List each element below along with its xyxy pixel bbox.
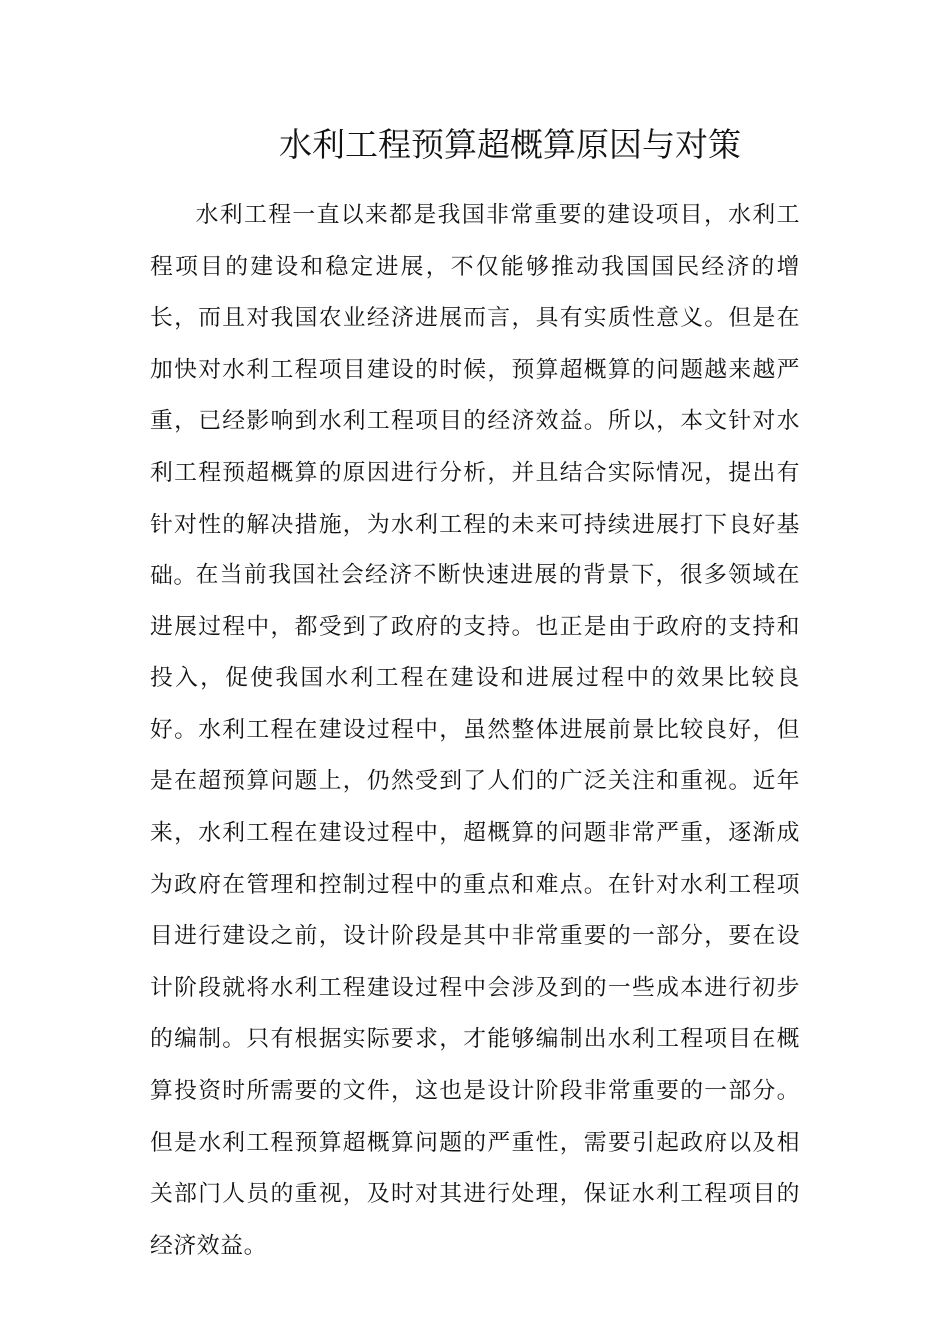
paragraph-1: 水利工程一直以来都是我国非常重要的建设项目，水利工程项目的建设和稳定进展，不仅能够推动我国国民经济的增长，而且对我国农业经济进展而言，具有实质性意义。但是在加快对水利工程项目建设的时候，预算超概算的问题越来越严重，已经影响到水利工程项目的经济效益。所以，本文针对水利工程预超概算的原因进行分析，并且结合实际情况，提出有针对性的解决措施，为水利工程的未来可持续进展打下良好基础。 bbox=[150, 202, 800, 590]
paragraph-2: 在当前我国社会经济不断快速进展的背景下，很多领域在进展过程中，都受到了政府的支持。也正是由于政府的支持和投入，促使我国水利工程在建设和进展过程中的效果比较良好。水利工程在建设过程中，虽然整体进展前景比较良好，但是在超预算问题上，仍然受到了人们的广泛关注和重视。近年来，水利工程在建设过程中，超概算的问题非常严重，逐渐成为政府在管理和控制过程中的重点和难点。在针对水利工程项目进行建设之前，设计阶段是其中非常重要的一部分，要在设计阶段就将水利工程建设过程中会涉及到的一些成本进行初步的编制。只有根据实际要求，才能够编制出水利工程项目在概算投资时所需要的文件，这也是设计阶段非常重要的一部分。但是水利工程预算超概算问题的严重性，需要引起政府以及相关部门人员的重视，及时对其进行处理，保证水利工程项目的经济效益。 bbox=[150, 562, 800, 1259]
document-title: 水利工程预算超概算原因与对策 bbox=[279, 125, 741, 164]
